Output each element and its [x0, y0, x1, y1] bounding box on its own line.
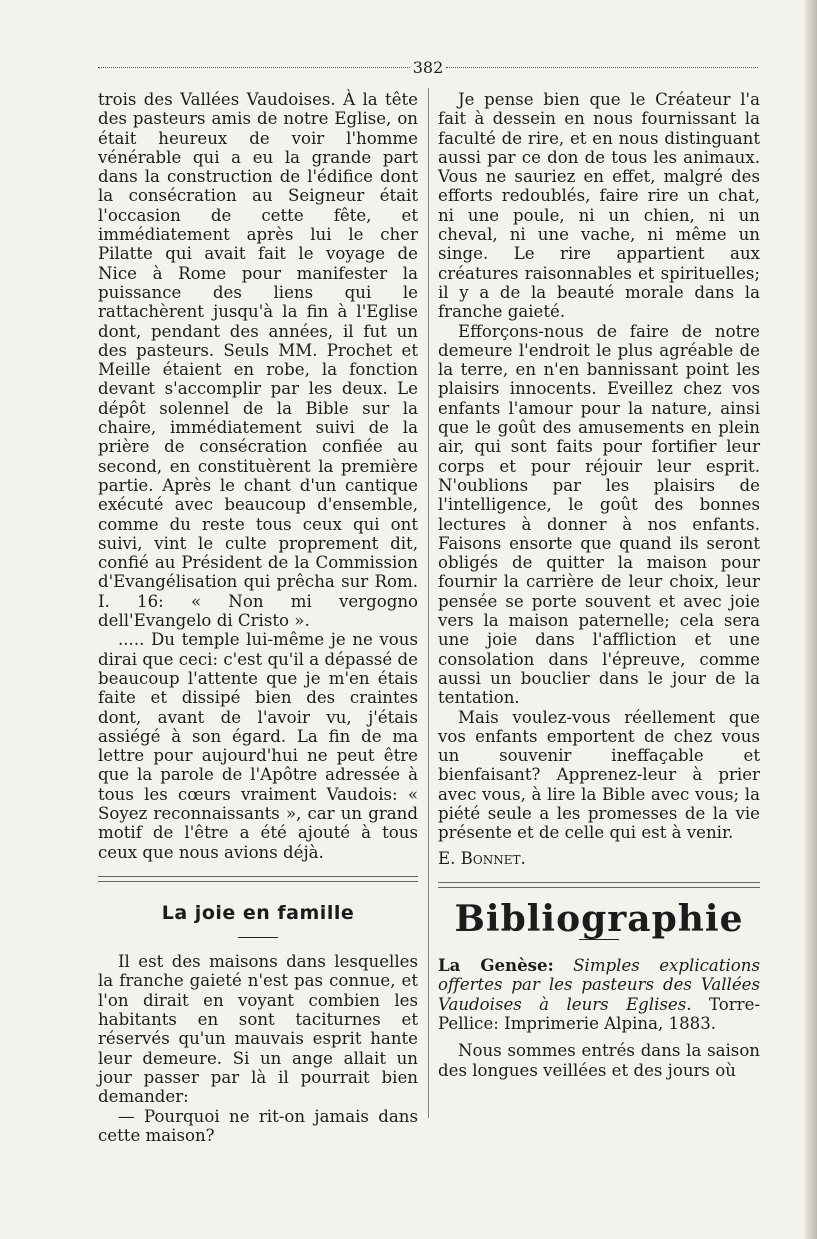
header-rule-right — [446, 67, 758, 68]
header-rule-left — [98, 67, 410, 68]
biblio-entry-publisher: Torre-Pellice: Imprimerie Alpina, 1883. — [438, 994, 760, 1034]
right-paragraph-2: Efforçons-nous de faire de notre demeure l'endroit le plus agréable de la terre, en n'en bannissant point les plaisirs innocents. Eveillez chez vos enfants l'amour pour la nature, ainsi que le goût des amusements en plein air, qui sont faits pour fortifier leur corps et pour réjouir leur esprit. N'oublions par les plaisirs de l'intelligence, le goût des bonnes lectures à donner à nos enfants. Faisons ensorte que quand ils seront obligés de quitter la maison pour fournir la carrière de leur choix, leur pensée se porte souvent et avec joie vers la maison paternelle; cela sera une joie dans l'affliction et une consolation dans l'épreuve, comme aussi un bouclier dans le jour de la tentation. — [438, 321, 760, 708]
right-paragraph-1: Je pense bien que le Créateur l'a fait à dessein en nous fournissant la faculté de rire, et en nous distinguant aussi par ce don de tous les animaux. Vous ne sauriez en effet, malgré des efforts redoublés, faire rire un chat, ni une poule, ni un chien, ni un cheval, ni une vache, ni même un singe. Le rire appartient aux créatures raisonnables et spirituelles; il y a de la beauté morale dans la franche gaieté. — [438, 90, 760, 322]
right-paragraph-3: Mais voulez-vous réellement que vos enfants emportent de chez vous un souvenir ineffaçable et bienfaisant? Apprenez-leur à prier avec vous, à lire la Bible avec vous; la piété seule a les promesses de la vie présente et de celle qui est à venir. — [438, 707, 760, 843]
column-divider — [428, 88, 429, 1118]
joie-paragraph-2: — Pourquoi ne rit-on jamais dans cette maison? — [98, 1106, 418, 1145]
signature: E. Bonnet. — [438, 848, 526, 868]
section-title-joie: La joie en famille — [161, 901, 355, 924]
bibliographie-title: Bibliographie — [454, 897, 744, 940]
left-paragraph-2: ..... Du temple lui-même je ne vous dirai que ceci: c'est qu'il a dépassé de beaucoup l'attente que je m'en étais faite et dissipé bien des craintes dont, avant de l'avoir vu, j'étais assiégé à son égard. La fin de ma lettre pour aujourd'hui ne peut être que la parole de l'Apôtre adressée à tous les cœurs vraiment Vaudois: « Soyez reconnaissants », car un grand motif de l'être a été ajouté à tous ceux que nous avions déjà. — [98, 630, 418, 862]
joie-paragraph-1: Il est des maisons dans lesquelles la franche gaieté n'est pas connue, et l'on dirait en voyant combien les habitants en sont taciturnes et réservés qu'un mauvais esprit hante leur demeure. Si un ange allait un jour passer par là il pourrait bien demander: — [98, 952, 418, 1107]
page-edge — [805, 0, 817, 1239]
page-header — [98, 56, 758, 80]
right-column — [438, 90, 760, 1080]
left-paragraph-1: trois des Vallées Vaudoises. À la tête des pasteurs amis de notre Eglise, on était heureux de voir l'homme vénérable qui a eu la grande part dans la construction de l'édifice dont la consécration au Seigneur était l'occasion de cette fête, et immédiatement après lui le cher Pilatte qui avait fait le voyage de Nice à Rome pour manifester la puissance des liens qui le rattachèrent jusqu'à la fin à l'Eglise dont, pendant des années, il fut un des pasteurs. Seuls MM. Prochet et Meille étaient en robe, la fonction devant s'accomplir par les deux. Le dépôt solennel de la Bible sur la chaire, immédiatement suivi de la prière de consécration confiée au second, en constituèrent la première partie. Après le chant d'un cantique exécuté avec beaucoup d'ensemble, comme du reste tous ceux qui ont suivi, vint le culte proprement dit, confié au Président de la Commission d'Evangélisation qui prêcha sur Rom. I. 16: « Non mi vergogno dell'Evangelo di Cristo ». — [98, 90, 418, 631]
biblio-paragraph: Nous sommes entrés dans la saison des longues veillées et des jours où — [438, 1041, 760, 1080]
biblio-entry-title: La Genèse: — [438, 955, 554, 976]
biblio-entry — [438, 956, 760, 1033]
left-column — [98, 90, 418, 1145]
page-number: 382 — [412, 58, 444, 77]
biblio-entry-description: Simples explications offertes par les pasteurs des Vallées Vaudoises à leurs Eglises. — [438, 956, 760, 1014]
